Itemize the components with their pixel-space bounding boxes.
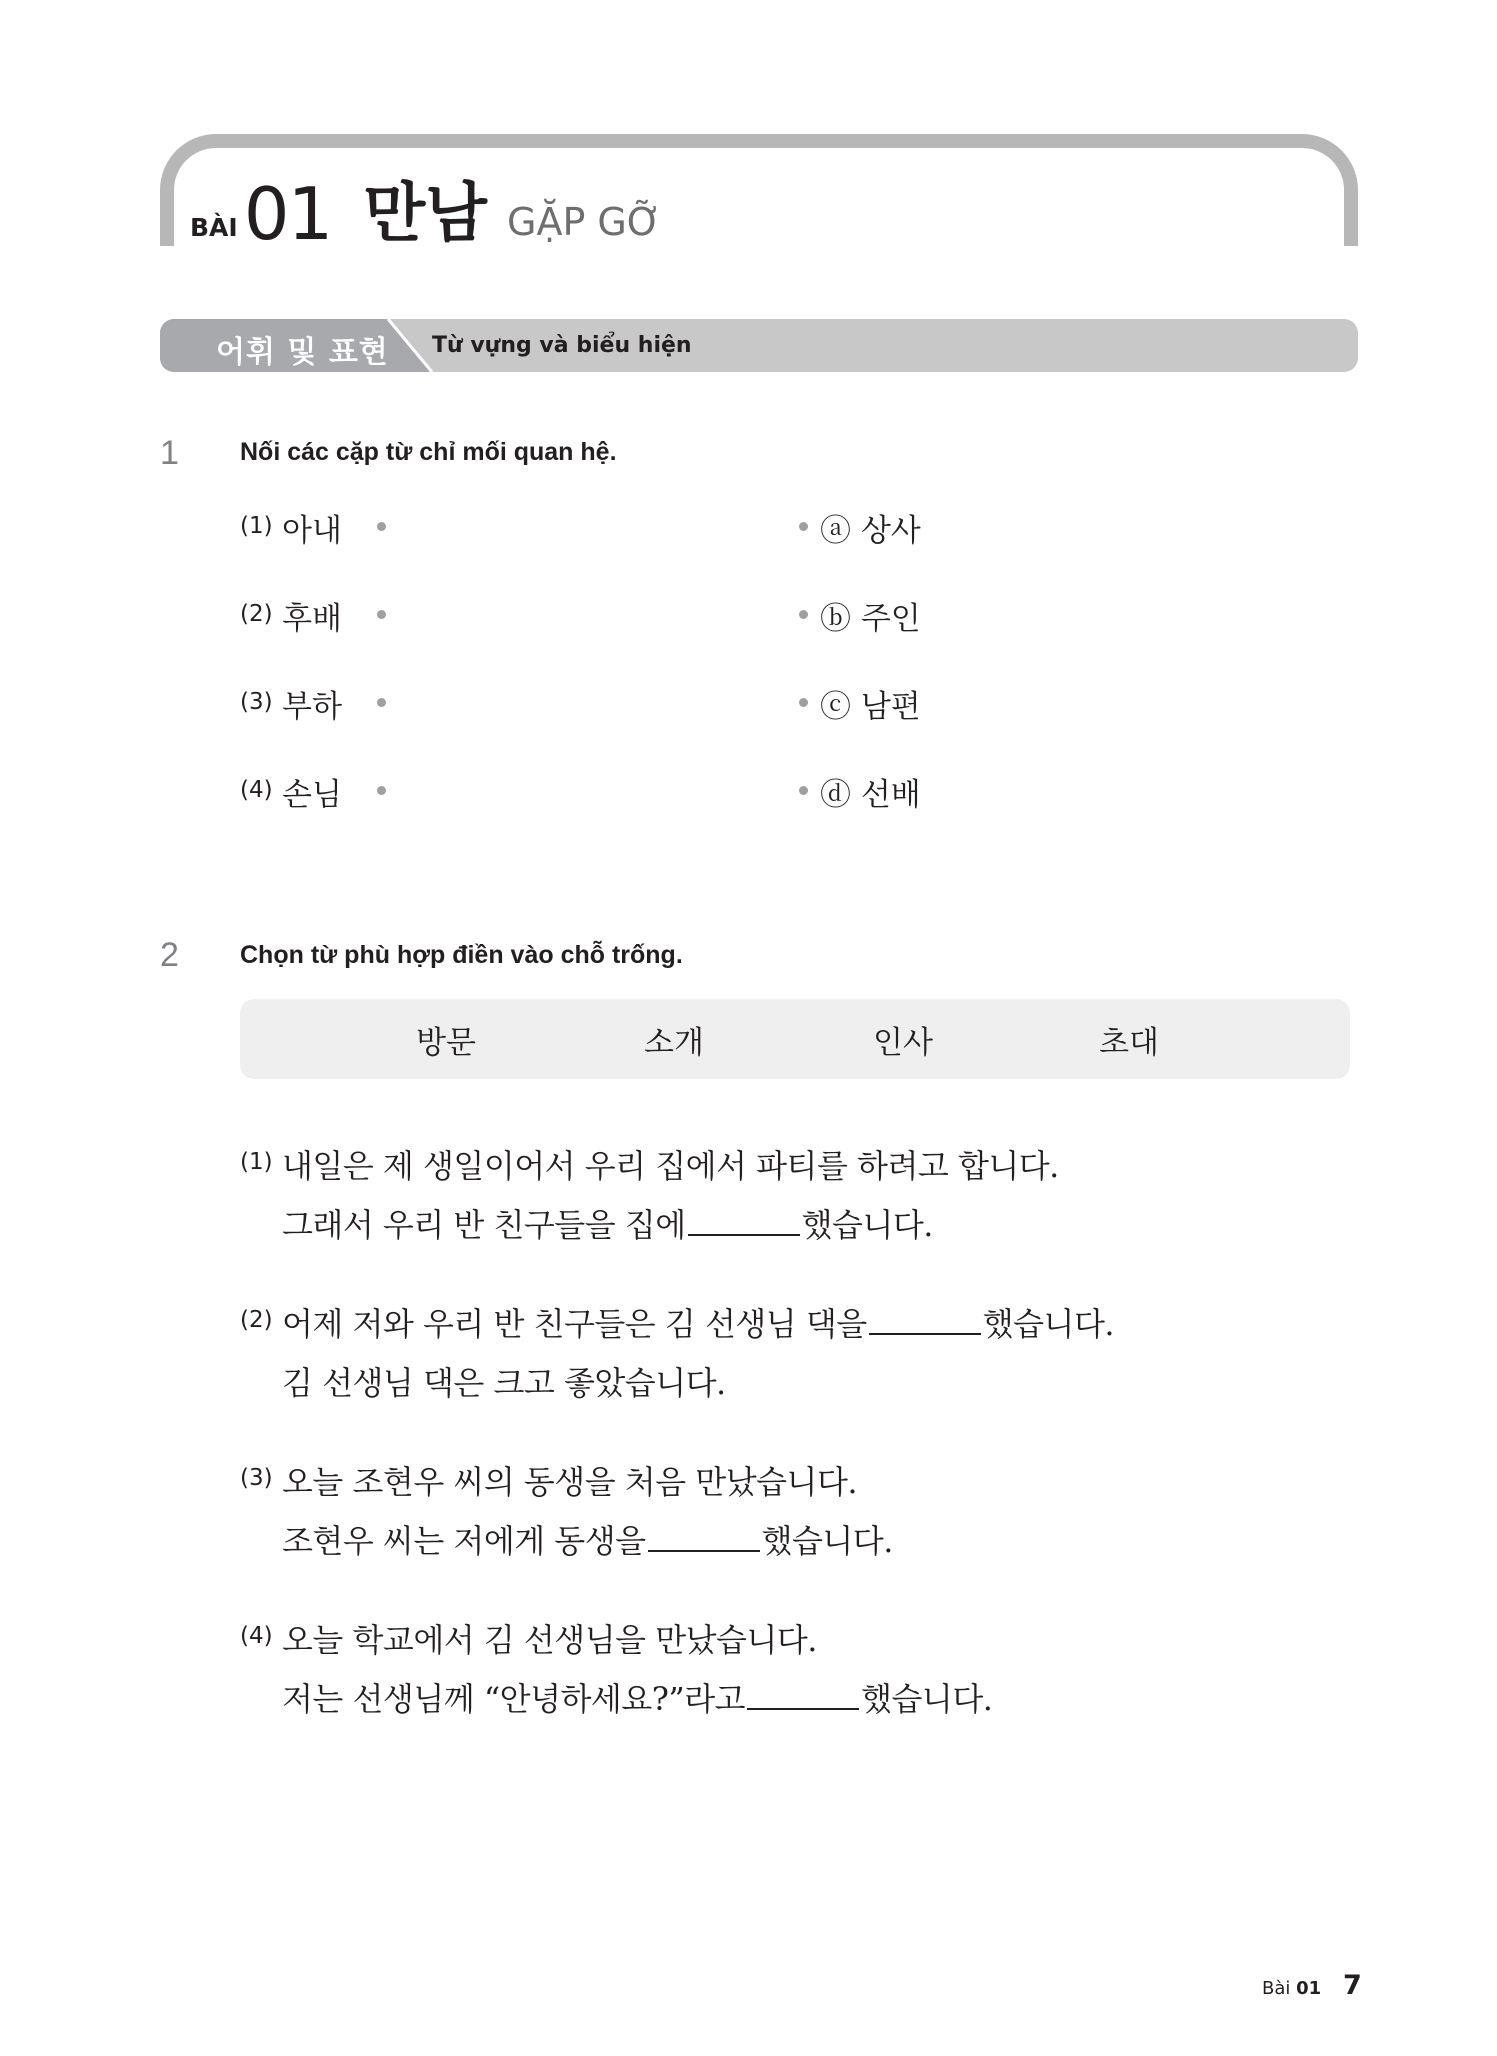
word-bank-item: 인사 xyxy=(873,1025,933,1061)
sentence-line xyxy=(282,1200,933,1246)
right-word: 주인 xyxy=(860,601,921,637)
sentence-text: 조현우 씨는 저에게 동생을 xyxy=(282,1522,646,1560)
right-option xyxy=(820,505,921,550)
page-number: 7 xyxy=(1343,1970,1362,2001)
footer-label: Bài xyxy=(1262,1978,1291,1999)
answer-blank[interactable] xyxy=(688,1206,800,1236)
lesson-header xyxy=(190,170,662,256)
left-dot[interactable] xyxy=(377,786,386,795)
right-option xyxy=(820,681,921,726)
question-2-instruction: Chọn từ phù hợp điền vào chỗ trống. xyxy=(240,941,683,969)
option-mark: ⓑ xyxy=(820,601,851,637)
sentence-line: 오늘 학교에서 김 선생님을 만났습니다. xyxy=(282,1621,817,1659)
right-dot[interactable] xyxy=(799,786,808,795)
answer-blank[interactable] xyxy=(648,1522,760,1552)
sentence-text: 어제 저와 우리 반 친구들은 김 선생님 댁을 xyxy=(282,1305,867,1343)
sentence-line: 내일은 제 생일이어서 우리 집에서 파티를 하려고 합니다. xyxy=(282,1147,1059,1185)
word-bank xyxy=(240,999,1350,1079)
sentence-line xyxy=(282,1299,1114,1345)
sentence-number: (3) xyxy=(240,1465,273,1491)
section-bar xyxy=(160,319,1358,372)
right-dot[interactable] xyxy=(799,698,808,707)
match-row xyxy=(240,769,940,813)
sentence-text: 했습니다. xyxy=(761,1522,893,1560)
footer-lesson-number: 01 xyxy=(1296,1978,1322,1999)
sentence-line xyxy=(282,1674,992,1720)
question-1-instruction: Nối các cặp từ chỉ mối quan hệ. xyxy=(240,438,617,466)
left-word: 부하 xyxy=(282,689,342,725)
option-mark: ⓐ xyxy=(820,513,851,549)
left-dot[interactable] xyxy=(377,698,386,707)
sentence-text: 저는 선생님께 “안녕하세요?”라고 xyxy=(282,1680,746,1718)
word-bank-item: 초대 xyxy=(1099,1025,1159,1061)
match-row xyxy=(240,593,940,637)
left-dot[interactable] xyxy=(377,522,386,531)
lesson-title-vietnamese: GẶP GỠ xyxy=(507,200,662,244)
option-mark: ⓓ xyxy=(820,777,851,813)
left-dot[interactable] xyxy=(377,610,386,619)
sentence-number: (4) xyxy=(240,1623,273,1649)
section-title-vietnamese: Từ vựng và biểu hiện xyxy=(432,333,692,358)
item-number: (2) xyxy=(240,601,273,627)
right-dot[interactable] xyxy=(799,522,808,531)
option-mark: ⓒ xyxy=(820,689,851,725)
sentence-number: (1) xyxy=(240,1149,273,1175)
item-number: (3) xyxy=(240,689,273,715)
sentence-text: 했습니다. xyxy=(861,1680,993,1718)
sentence-text: 했습니다. xyxy=(982,1305,1115,1343)
left-word: 아내 xyxy=(282,513,342,549)
sentence-text: 그래서 우리 반 친구들을 집에 xyxy=(282,1206,686,1244)
answer-blank[interactable] xyxy=(747,1680,859,1710)
right-option xyxy=(820,769,921,814)
word-bank-item: 소개 xyxy=(644,1025,704,1061)
sentence-line xyxy=(282,1516,893,1562)
answer-blank[interactable] xyxy=(869,1305,981,1335)
match-row xyxy=(240,681,940,725)
lesson-title-korean: 만남 xyxy=(363,177,487,251)
right-word: 남편 xyxy=(860,689,921,725)
question-2-number: 2 xyxy=(160,936,179,974)
right-option xyxy=(820,593,921,638)
section-title-korean: 어휘 및 표현 xyxy=(216,335,389,370)
left-word: 손님 xyxy=(282,777,342,813)
right-dot[interactable] xyxy=(799,610,808,619)
left-word: 후배 xyxy=(282,601,342,637)
right-word: 선배 xyxy=(860,777,921,813)
footer-lesson xyxy=(1262,1978,1321,1999)
sentence-line: 김 선생님 댁은 크고 좋았습니다. xyxy=(282,1364,726,1402)
item-number: (4) xyxy=(240,777,273,803)
sentence-number: (2) xyxy=(240,1307,273,1333)
match-row xyxy=(240,505,940,549)
lesson-label: BÀI xyxy=(190,213,238,242)
right-word: 상사 xyxy=(860,513,921,549)
lesson-number: 01 xyxy=(243,172,332,256)
sentence-text: 했습니다. xyxy=(801,1206,933,1244)
question-1-number: 1 xyxy=(160,434,179,472)
word-bank-item: 방문 xyxy=(416,1025,476,1061)
sentence-line: 오늘 조현우 씨의 동생을 처음 만났습니다. xyxy=(282,1463,858,1501)
item-number: (1) xyxy=(240,513,273,539)
